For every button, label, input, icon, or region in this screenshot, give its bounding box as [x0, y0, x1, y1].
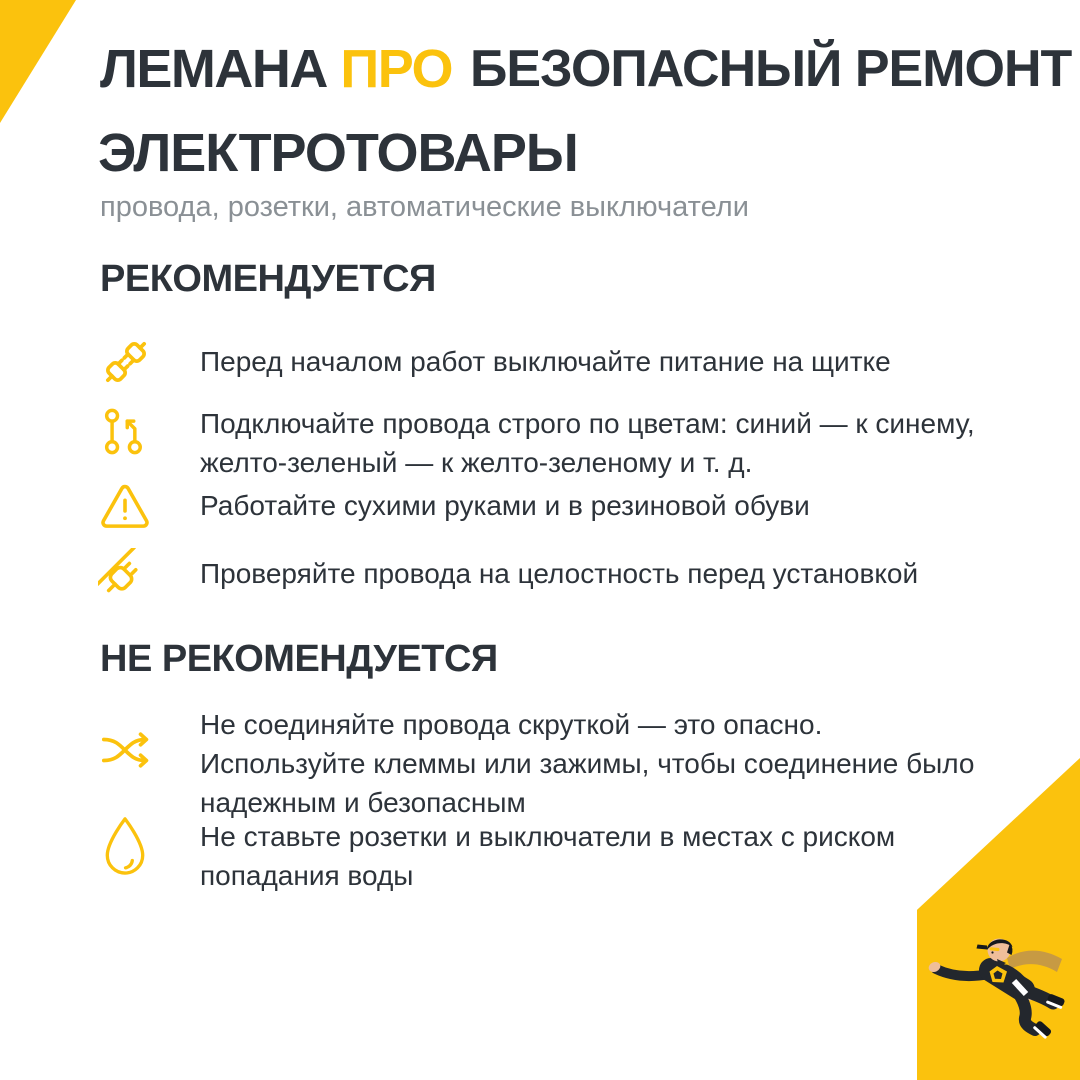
brand-logo-spacer [327, 39, 341, 99]
poster-tagline: БЕЗОПАСНЫЙ РЕМОНТ [470, 40, 1072, 98]
brand-logo [100, 39, 453, 99]
brand-logo-primary: ЛЕМАНА [100, 39, 327, 99]
section-heading-recommended: РЕКОМЕНДУЕТСЯ [100, 258, 436, 300]
unplugged-connectors-icon [98, 334, 154, 390]
list-item: Не соединяйте провода скруткой — это опасно. Используйте клеммы или зажимы, чтобы соединение было надежным и безопасным [200, 709, 975, 818]
list-item: Проверяйте провода на целостность перед установкой [200, 558, 919, 589]
list-item: Перед началом работ выключайте питание на щитке [200, 346, 891, 377]
page-subtitle: провода, розетки, автоматические выключатели [100, 191, 749, 223]
wire-terminals-icon [98, 406, 150, 458]
list-item: Подключайте провода строго по цветам: синий — к синему, желто-зеленый — к желто-зеленому и т. д. [200, 408, 975, 478]
section-heading-not-recommended: НЕ РЕКОМЕНДУЕТСЯ [100, 638, 498, 680]
water-drop-icon [100, 814, 150, 880]
list-item: Работайте сухими руками и в резиновой обуви [200, 490, 810, 521]
twisted-wires-icon [98, 722, 154, 778]
list-item: Не ставьте розетки и выключатели в местах с риском попадания воды [200, 821, 896, 891]
brand-logo-accent: ПРО [340, 39, 453, 99]
flying-handyman-illustration [927, 934, 1067, 1051]
warning-triangle-icon [98, 480, 152, 534]
corner-triangle-decoration [0, 0, 76, 123]
crossed-plug-icon [98, 548, 152, 602]
page-title: ЭЛЕКТРОТОВАРЫ [98, 123, 578, 183]
